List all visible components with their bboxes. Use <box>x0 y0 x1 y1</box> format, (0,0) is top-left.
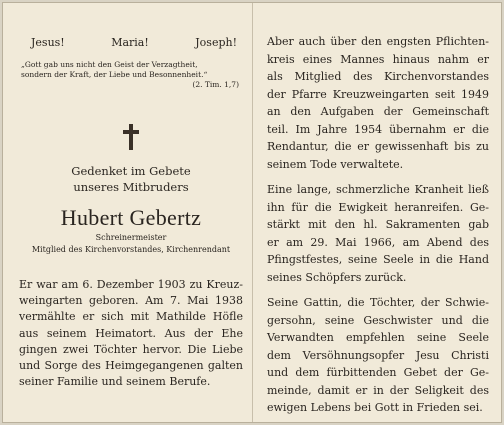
bio-line: und Sorge des Heimgegangenen galten <box>19 359 243 373</box>
left-page <box>3 3 253 422</box>
bio-line: gingen zwei Töchter hervor. Die Liebe <box>19 342 243 356</box>
bible-verse <box>19 60 243 90</box>
text-line: teil. Im Jahre 1954 übernahm er die <box>267 122 489 136</box>
text-line: der Pfarre Kreuzweingarten seit 1949 <box>267 87 489 101</box>
bio-line: weingarten geboren. Am 7. Mai 1938 <box>19 294 243 308</box>
invocation-maria: Maria! <box>111 36 149 49</box>
right-page <box>253 3 501 422</box>
text-line: an den Aufgaben der Gemeinschaft <box>267 105 489 118</box>
text-line: Rendantur, die er gewissenhaft bis zu <box>267 140 489 153</box>
text-line: stärkt mit den hl. Sakramenten gab <box>267 218 489 231</box>
latin-cross-icon <box>123 124 139 150</box>
text-line: dem Versöhnungsopfer Jesu Christi <box>267 348 489 362</box>
verse-reference: (2. Tim. 1,7) <box>192 80 239 89</box>
paragraph-family-prayer <box>267 294 489 417</box>
remembrance-line: Gedenket im Gebete <box>71 164 191 178</box>
deceased-occupation: Schreinermeister <box>95 233 167 242</box>
remembrance-line: unseres Mitbruders <box>73 180 189 194</box>
text-line: Eine lange, schmerzliche Kranheit ließ <box>267 183 489 196</box>
biography-left <box>19 277 243 390</box>
bio-line: vermählte er sich mit Mathilde Höfle <box>19 310 243 324</box>
text-line: Aber auch über den engsten Pflichten- <box>267 35 489 48</box>
text-line: Pfingstfestes, seine Seele in die Hand <box>267 253 489 266</box>
text-line: meinde, damit er in der Seligkeit des <box>267 383 489 397</box>
text-line: er am 29. Mai 1966, am Abend des <box>267 235 489 249</box>
paragraph-illness-death <box>267 181 489 286</box>
text-line: ihn für die Ewigkeit heranreifen. Ge- <box>267 200 489 214</box>
text-line: seinem Tode verwaltete. <box>267 157 404 171</box>
bio-line: Er war am 6. Dezember 1903 zu Kreuz- <box>19 278 243 291</box>
text-line: und dem fürbittenden Gebet der Ge- <box>267 366 489 379</box>
paragraph-church-service <box>267 33 489 173</box>
text-line: gersohn, seine Geschwister und die <box>267 313 489 327</box>
invocation-jesus: Jesus! <box>31 36 65 49</box>
text-line: ewigen Lebens bei Gott in Frieden sei. <box>267 401 483 414</box>
bio-line: seiner Familie und seinem Berufe. <box>19 375 211 389</box>
text-line: Seine Gattin, die Töchter, der Schwie- <box>267 296 489 309</box>
remembrance-text <box>19 163 243 195</box>
text-line: als Mitglied des Kirchenvorstandes <box>267 70 489 83</box>
deceased-name: Hubert Gebertz <box>60 205 202 230</box>
memorial-card <box>2 2 502 423</box>
text-line: seines Schöpfers zurück. <box>267 270 407 284</box>
bio-line: aus seinem Heimatort. Aus der Ehe <box>19 326 243 340</box>
text-line: Verwandten empfehlen seine Seele <box>267 331 489 344</box>
deceased-roles: Mitglied des Kirchenvorstandes, Kirchenrendant <box>31 245 231 254</box>
verse-line: „Gott gab uns nicht den Geist der Verzagtheit, <box>21 60 198 69</box>
verse-line: sondern der Kraft, der Liebe und Besonnenheit.“ <box>21 70 208 79</box>
invocations <box>31 36 237 49</box>
invocation-joseph: Joseph! <box>195 36 237 49</box>
text-line: kreis eines Mannes hinaus nahm er <box>267 52 489 66</box>
